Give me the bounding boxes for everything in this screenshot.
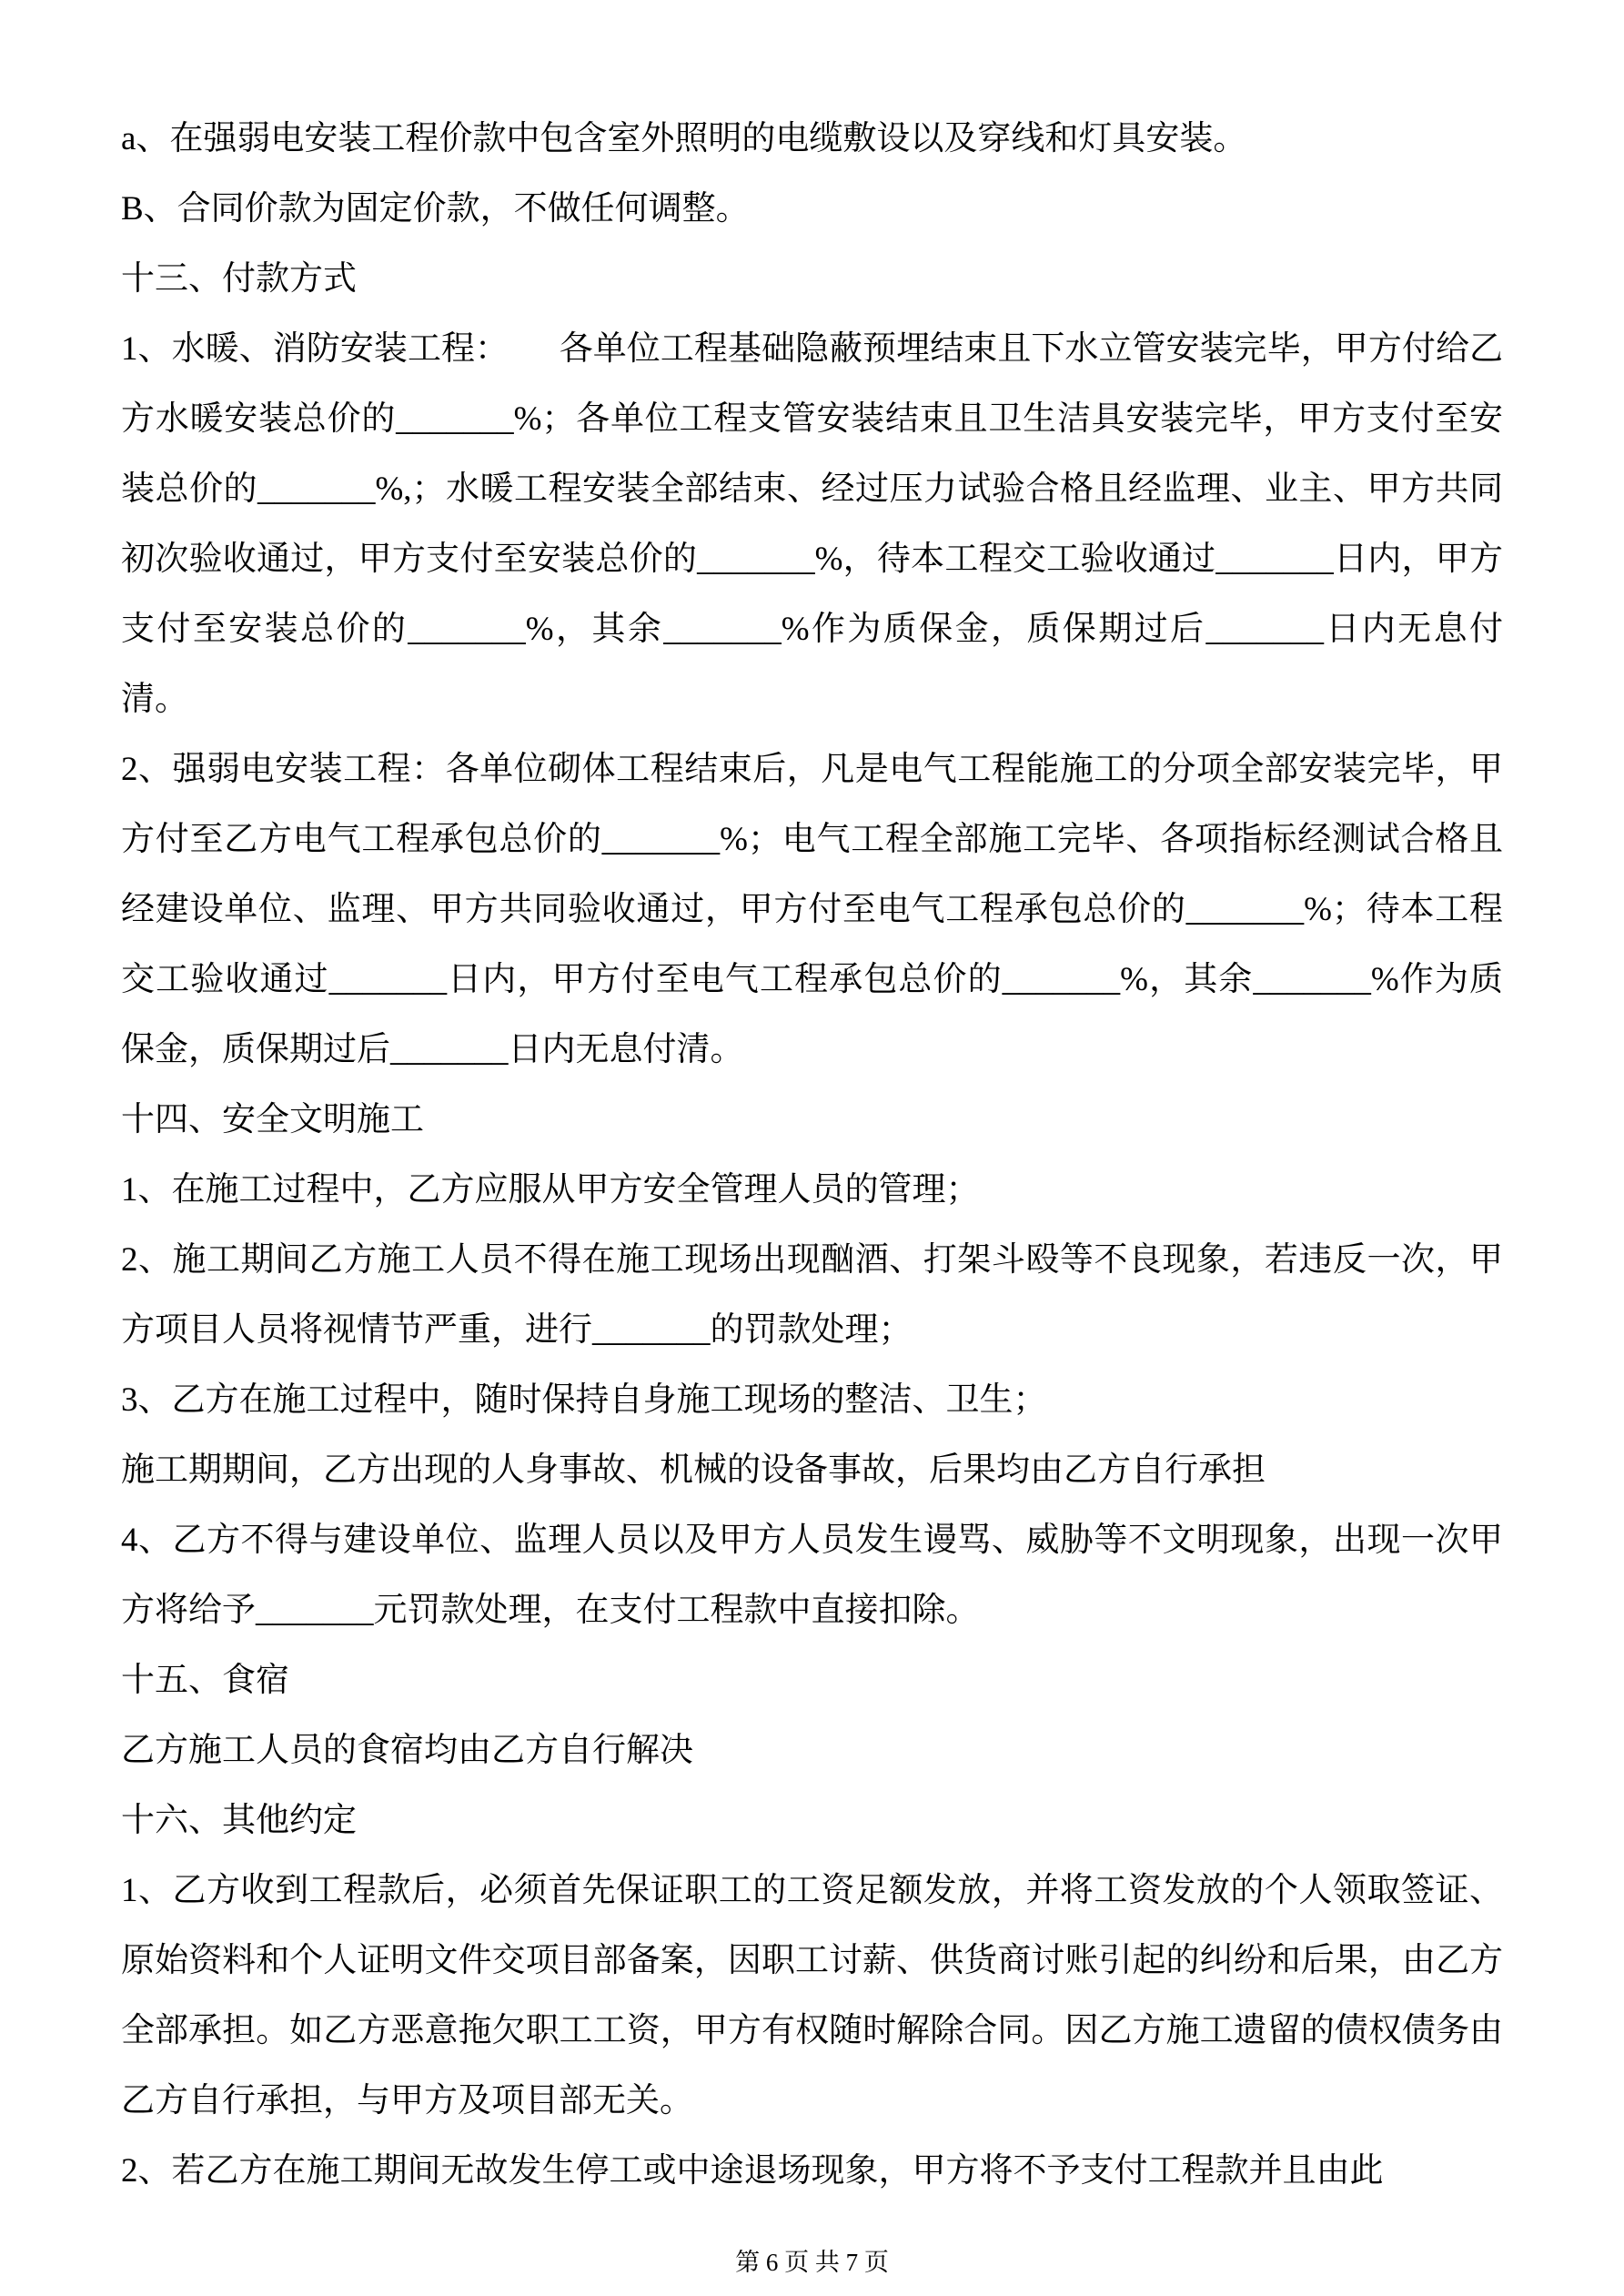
- section-heading-other-agreements: 十六、其他约定: [121, 1802, 357, 1839]
- section-heading-safety-civilized-construction: 十四、安全文明施工: [121, 1101, 424, 1138]
- paragraph-safety-2: 2、施工期间乙方施工人员不得在施工现场出现酗酒、打架斗殴等不良现象，若违反一次，甲方项目人员将视情节严重，进行_______的罚款处理；: [121, 1241, 1503, 1349]
- page-number-footer: 第 6 页 共 7 页: [735, 2249, 889, 2276]
- paragraph-safety-3: 3、乙方在施工过程中，随时保持自身施工现场的整洁、卫生；: [121, 1381, 1047, 1419]
- paragraph-safety-accident-liability: 施工期期间，乙方出现的人身事故、机械的设备事故，后果均由乙方自行承担: [121, 1451, 1266, 1489]
- paragraph-plumbing-fire-payment: 1、水暖、消防安装工程： 各单位工程基础隐蔽预埋结束且下水立管安装完毕，甲方付给乙方水暖安装总价的_______%；各单位工程支管安装结束且卫生洁具安装完毕，甲方支付至安装总价的_______%,；水暖工程安装全部结束、经过压力试验合格且经监理、业主、甲方共同初次验收通过，甲方支付至安装总价的_______%，待本工程交工验收通过_______日内，甲方支付至安装总价的_______%，其余_______%作为质保金，质保期过后_______日内无息付清。: [121, 330, 1503, 718]
- section-heading-board-lodging: 十五、食宿: [121, 1662, 289, 1699]
- paragraph-safety-1: 1、在施工过程中，乙方应服从甲方安全管理人员的管理；: [121, 1171, 980, 1209]
- paragraph-a-cable-laying: a、在强弱电安装工程价款中包含室外照明的电缆敷设以及穿线和灯具安装。: [121, 120, 1247, 157]
- section-heading-payment-method: 十三、付款方式: [121, 260, 357, 298]
- paragraph-electrical-payment: 2、强弱电安装工程：各单位砌体工程结束后，凡是电气工程能施工的分项全部安装完毕，甲方付至乙方电气工程承包总价的_______%；电气工程全部施工完毕、各项指标经测试合格且经建设单位、监理、甲方共同验收通过，甲方付至电气工程承包总价的_______%；待本工程交工验收通过_______日内，甲方付至电气工程承包总价的_______%，其余_______%作为质保金，质保期过后_______日内无息付清。: [121, 751, 1503, 1068]
- paragraph-safety-4: 4、乙方不得与建设单位、监理人员以及甲方人员发生谩骂、威胁等不文明现象，出现一次甲方将给予_______元罚款处理，在支付工程款中直接扣除。: [121, 1522, 1503, 1629]
- paragraph-board-lodging: 乙方施工人员的食宿均由乙方自行解决: [121, 1732, 693, 1769]
- paragraph-b-fixed-price: B、合同价款为固定价款，不做任何调整。: [121, 190, 750, 228]
- paragraph-other-1-wage-payment: 1、乙方收到工程款后，必须首先保证职工的工资足额发放，并将工资发放的个人领取签证、原始资料和个人证明文件交项目部备案，因职工讨薪、供货商讨账引起的纠纷和后果，由乙方全部承担。如乙方恶意拖欠职工工资，甲方有权随时解除合同。因乙方施工遗留的债权债务由乙方自行承担，与甲方及项目部无关。: [121, 1872, 1503, 2119]
- paragraph-other-2-work-stoppage: 2、若乙方在施工期间无故发生停工或中途退场现象，甲方将不予支付工程款并且由此: [121, 2152, 1384, 2190]
